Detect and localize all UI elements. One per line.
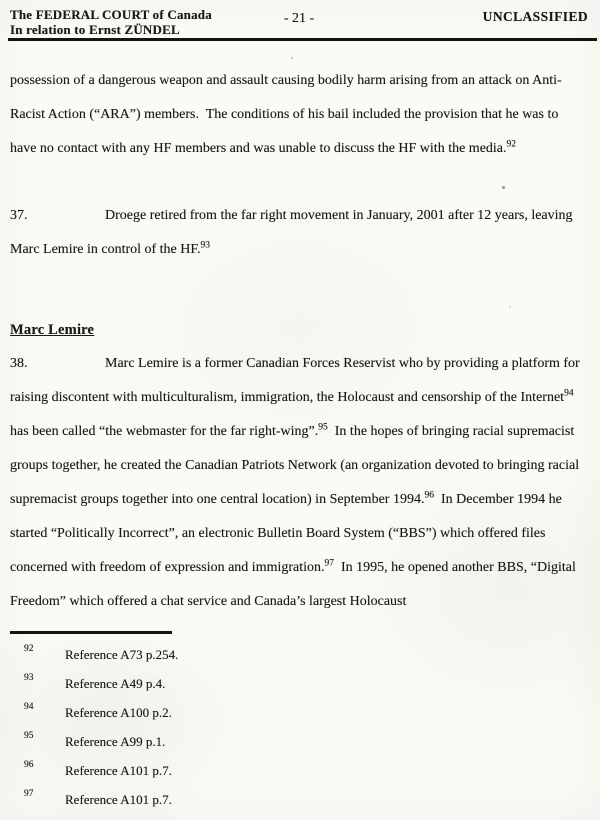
footnotes-list (10, 640, 588, 814)
footnote-text: Reference A73 p.254. (65, 646, 179, 662)
paragraph: possession of a dangerous weapon and assault causing bodily harm arising from an attack on Anti-Racist Action (“ARA”) members. The conditions of his bail included the provision that he was to have no contact with any HF members and was unable to discuss the HF with the media.$^{92}$ (10, 73, 562, 156)
classification-marking: UNCLASSIFIED (482, 9, 588, 24)
footnote-ref: 93 (200, 240, 211, 251)
footnote-ref: 94 (564, 388, 574, 399)
footnote-text: Reference A100 p.2. (65, 704, 172, 720)
footnote-text: Reference A49 p.4. (65, 675, 166, 691)
court-title-line1: The FEDERAL COURT of Canada (10, 7, 212, 22)
header-rule (8, 38, 597, 41)
footnote-ref: 96 (424, 490, 434, 501)
section-heading: Marc Lemire (10, 322, 95, 338)
scan-speck (502, 186, 505, 189)
paragraph: 38. Marc Lemire is a former Canadian Forces Reservist who by providing a platform for raising discontent with multiculturalism, immigration, the Holocaust and censorship of the Internet$^{94}$ has been called “the webmaster for the far right-wing”.$^{95}$ In the hopes of bringing racial supremacist groups together, he created the Canadian Patriots Network (an organization devoted to bringing racial supremacist groups together into one central location) in September 1994.96 In December 1994 he started “Politically Incorrect”, an electronic Bulletin Board System (“BBS”) which offered files concerned with freedom of expression and immigration.$^{97}$ In 1995, he opened another BBS, “Digital Freedom” which offered a chat service and Canada’s largest Holocaust (10, 347, 588, 619)
footnote (10, 727, 588, 756)
footnote-number: 97 (24, 788, 34, 799)
footnote-ref: 97 (324, 558, 335, 569)
footnote-number: 94 (24, 701, 34, 712)
document-body (10, 64, 588, 814)
court-title-line2: In relation to Ernst ZÜNDEL (10, 22, 180, 37)
footnote-separator (10, 631, 172, 634)
footnote-ref: 95 (318, 422, 328, 433)
footnote-number: 92 (24, 643, 34, 654)
footnote-number: 95 (24, 730, 34, 741)
scan-speck (291, 57, 293, 59)
page-header (10, 7, 588, 37)
footnote-text: Reference A101 p.7. (65, 762, 172, 778)
footnote (10, 756, 588, 785)
paragraph: 37. Droege retired from the far right movement in January, 2001 after 12 years, leaving Marc Lemire in control of the HF.$^{93}$ (10, 199, 588, 267)
paragraph-number: 38. (10, 356, 28, 371)
document-sections (10, 64, 588, 619)
footnote-text: Reference A99 p.1. (65, 733, 166, 749)
footnote-ref: 92 (506, 139, 517, 150)
footnote-number: 96 (24, 759, 34, 770)
footnote-text: Reference A101 p.7. (65, 791, 172, 807)
footnote (10, 669, 588, 698)
paragraph-number: 37. (10, 208, 28, 223)
scan-speck (509, 306, 511, 308)
footnote (10, 785, 588, 814)
footnote (10, 640, 588, 669)
footnote (10, 698, 588, 727)
footnote-number: 93 (24, 672, 34, 683)
page-number: - 21 - (283, 11, 315, 26)
